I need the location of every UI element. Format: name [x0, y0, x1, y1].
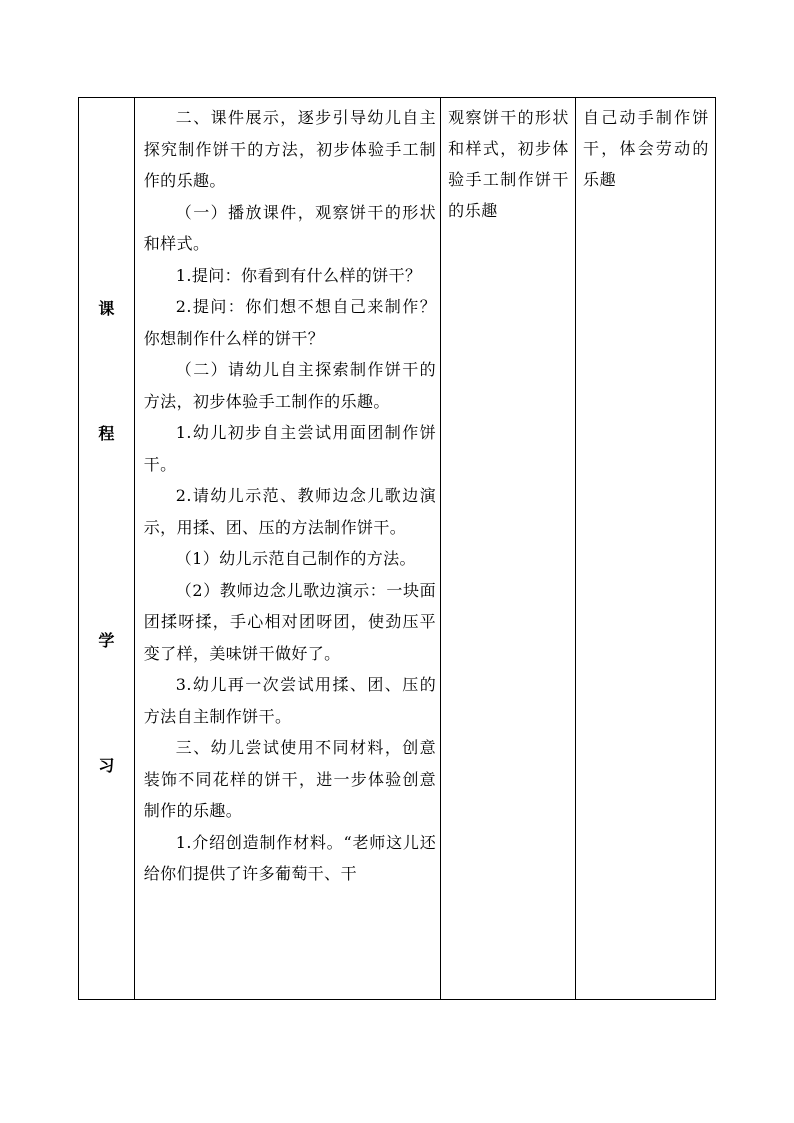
process-paragraph: 2.提问：你们想不想自己来制作？你想制作什么样的饼干？ — [143, 297, 437, 348]
section-label-cell — [79, 98, 135, 1000]
goal-text: 观察饼干的形状和样式，初步体验手工制作饼干的乐趣 — [448, 108, 569, 220]
process-paragraph: （2）教师边念儿歌边演示：一块面团揉呀揉，手心相对团呀团，使劲压平变了样，美味饼干做好了。 — [143, 580, 437, 663]
process-paragraph: 二、课件展示，逐步引导幼儿自主探究制作饼干的方法，初步体验手工制作的乐趣。 — [143, 108, 437, 190]
process-cell — [134, 98, 440, 1000]
table-row — [79, 98, 716, 1000]
process-paragraph: 三、幼儿尝试使用不同材料，创意装饰不同花样的饼干，进一步体验创意制作的乐趣。 — [143, 738, 437, 820]
process-paragraph: 1.幼儿初步自主尝试用面团制作饼干。 — [143, 423, 437, 474]
goal-cell — [441, 98, 576, 1000]
process-paragraph: 2.请幼儿示范、教师边念儿歌边演示，用揉、团、压的方法制作饼干。 — [143, 486, 437, 537]
section-label-char: 学 — [98, 631, 115, 650]
outcome-cell — [575, 98, 715, 1000]
process-paragraph: 3.幼儿再一次尝试用揉、团、压的方法自主制作饼干。 — [143, 675, 437, 726]
section-label-char: 习 — [98, 756, 115, 775]
process-paragraph: 1.提问：你看到有什么样的饼干？ — [175, 265, 422, 285]
section-label-char: 程 — [98, 424, 115, 443]
process-paragraph: 1.介绍创造制作材料。“老师这儿还给你们提供了许多葡萄干、干 — [143, 832, 437, 883]
outcome-text: 自己动手制作饼干，体会劳动的乐趣 — [582, 108, 709, 189]
process-paragraph: （二）请幼儿自主探索制作饼干的方法，初步体验手工制作的乐趣。 — [143, 360, 437, 411]
process-paragraph: （1）幼儿示范自己制作的方法。 — [175, 549, 416, 568]
section-label-char: 课 — [98, 299, 115, 318]
process-paragraph: （一）播放课件，观察饼干的形状和样式。 — [143, 202, 437, 253]
lesson-plan-table — [78, 97, 716, 1000]
